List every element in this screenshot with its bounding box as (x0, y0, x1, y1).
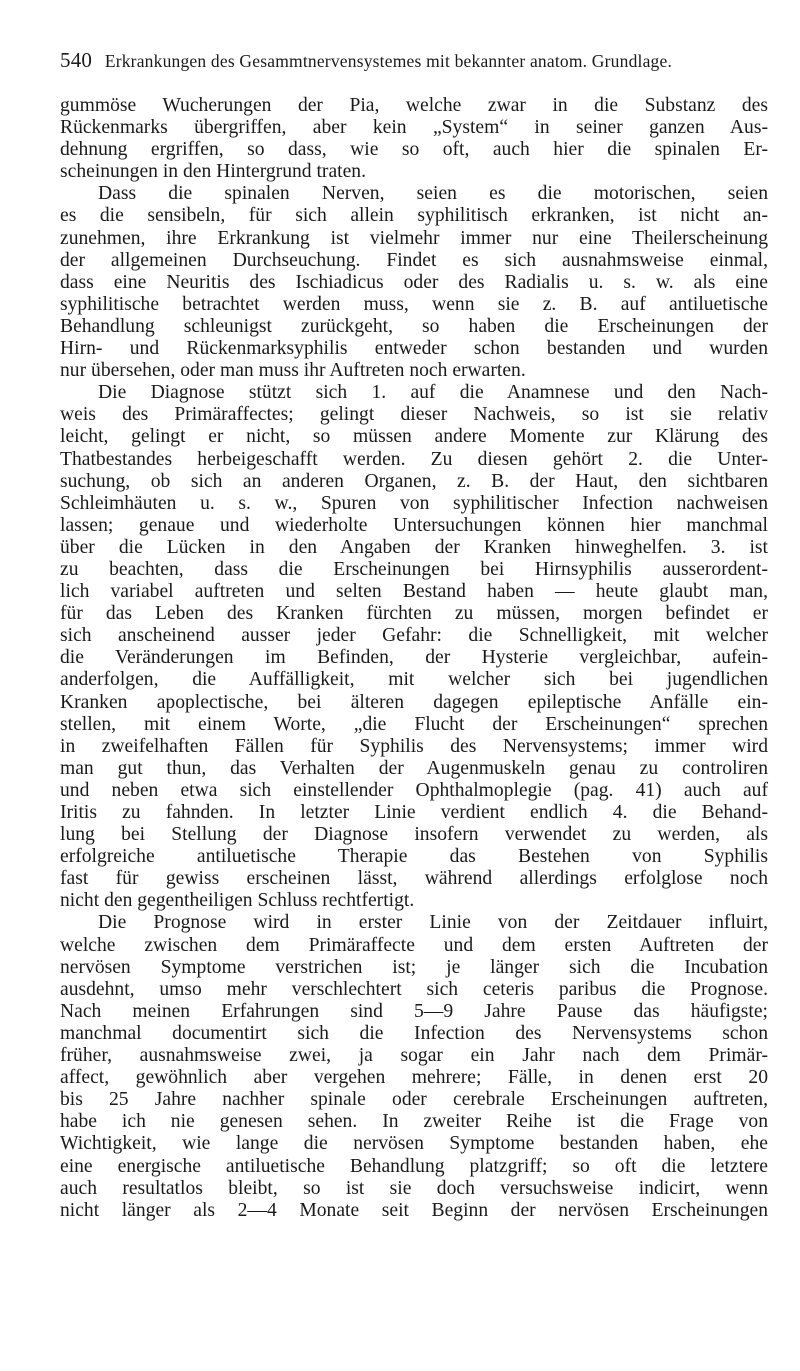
text-line: manchmal documentirt sich die Infection des Nervensystems schon (60, 1022, 768, 1044)
text-line: affect, gewöhnlich aber vergehen mehrere; Fälle, in denen erst 20 (60, 1067, 768, 1089)
paragraph-start-diagnose: Die Diagnose stützt sich 1. auf die Anamnese und den Nach- (98, 382, 768, 404)
text-line: welche zwischen dem Primäraffecte und dem ersten Auftreten der (60, 934, 768, 956)
text-line: fast für gewiss erscheinen lässt, während allerdings erfolglose noch (60, 868, 768, 890)
running-head: Erkrankungen des Gesammtnervensystemes mit bekannter anatom. Grundlage. (104, 51, 673, 71)
text-line: für das Leben des Kranken fürchten zu müssen, morgen befindet er (60, 603, 768, 625)
text-line: scheinungen in den Hintergrund traten. (60, 161, 366, 183)
text-line: anderfolgen, die Auffälligkeit, mit welcher sich bei jugendlichen (60, 669, 768, 691)
text-line: es die sensibeln, für sich allein syphilitisch erkranken, ist nicht an- (60, 205, 768, 227)
page-number: 540 (60, 48, 93, 72)
text-line: habe ich nie genesen sehen. In zweiter Reihe ist die Frage von (60, 1111, 768, 1133)
text-line: eine energische antiluetische Behandlung platzgriff; so oft die letztere (60, 1155, 768, 1177)
page-header (60, 48, 760, 78)
text-line: lich variabel auftreten und selten Bestand haben — heute glaubt man, (60, 581, 768, 603)
text-line: nicht den gegentheiligen Schluss rechtfertigt. (60, 890, 415, 912)
text-line: sich anscheinend ausser jeder Gefahr: die Schnelligkeit, mit welcher (60, 625, 768, 647)
text-line: der allgemeinen Durchseuchung. Findet es sich ausnahmsweise einmal, (60, 249, 768, 271)
text-line: Thatbestandes herbeigeschafft werden. Zu diesen gehört 2. die Unter- (60, 448, 768, 470)
body-text (60, 95, 768, 1244)
text-line: lung bei Stellung der Diagnose insofern verwendet zu werden, als (60, 824, 768, 846)
paragraph-start-spinal-nerves: Dass die spinalen Nerven, seien es die motorischen, seien (98, 183, 768, 205)
text-line: Wichtigkeit, wie lange die nervösen Symptome bestanden haben, ehe (60, 1133, 768, 1155)
text-line: zu beachten, dass die Erscheinungen bei Hirnsyphilis ausserordent- (60, 558, 768, 580)
text-line: Hirn- und Rückenmarksyphilis entweder schon bestanden und wurden (60, 338, 768, 360)
paragraph-start-prognose: Die Prognose wird in erster Linie von der Zeitdauer influirt, (98, 912, 768, 934)
text-line: erfolgreiche antiluetische Therapie das Bestehen von Syphilis (60, 846, 768, 868)
text-line: man gut thun, das Verhalten der Augenmuskeln genau zu controliren (60, 757, 768, 779)
text-line: Kranken apoplectische, bei älteren dagegen epileptische Anfälle ein- (60, 691, 768, 713)
text-line: ausdehnt, umso mehr verschlechtert sich ceteris paribus die Prognose. (60, 978, 768, 1000)
text-line: auch resultatlos bleibt, so ist sie doch versuchsweise indicirt, wenn (60, 1177, 768, 1199)
text-line: zunehmen, ihre Erkrankung ist vielmehr immer nur eine Theilerscheinung (60, 227, 768, 249)
text-line: stellen, mit einem Worte, „die Flucht der Erscheinungen“ sprechen (60, 713, 768, 735)
text-line: früher, ausnahmsweise zwei, ja sogar ein Jahr nach dem Primär- (60, 1045, 768, 1067)
text-line: gummöse Wucherungen der Pia, welche zwar in die Substanz des (60, 95, 768, 116)
text-line: nur übersehen, oder man muss ihr Auftreten noch erwarten. (60, 360, 526, 382)
text-line: dehnung ergriffen, so dass, wie so oft, auch hier die spinalen Er- (60, 139, 768, 161)
text-line: nicht länger als 2—4 Monate seit Beginn der nervösen Erscheinungen (60, 1199, 768, 1221)
text-line (60, 1222, 768, 1244)
text-line: bis 25 Jahre nachher spinale oder cerebrale Erscheinungen auftreten, (60, 1089, 768, 1111)
text-line: in zweifelhaften Fällen für Syphilis des Nervensystems; immer wird (60, 735, 768, 757)
text-line: über die Lücken in den Angaben der Kranken hinweghelfen. 3. ist (60, 536, 768, 558)
text-line: lassen; genaue und wiederholte Untersuchungen können hier manchmal (60, 514, 768, 536)
text-line: suchung, ob sich an anderen Organen, z. B. der Haut, den sichtbaren (60, 470, 768, 492)
text-line: syphilitische betrachtet werden muss, wenn sie z. B. auf antiluetische (60, 293, 768, 315)
text-line: nervösen Symptome verstrichen ist; je länger sich die Incubation (60, 956, 768, 978)
text-line: leicht, gelingt er nicht, so müssen andere Momente zur Klärung des (60, 426, 768, 448)
text-line: Rückenmarks übergriffen, aber kein „System“ in seiner ganzen Aus- (60, 117, 768, 139)
text-line: Behandlung schleunigst zurückgeht, so haben die Erscheinungen der (60, 315, 768, 337)
text-line: und neben etwa sich einstellender Ophthalmoplegie (pag. 41) auch auf (60, 779, 768, 801)
text-line: dass eine Neuritis des Ischiadicus oder des Radialis u. s. w. als eine (60, 271, 768, 293)
text-line: die Veränderungen im Befinden, der Hysterie vergleichbar, aufein- (60, 647, 768, 669)
text-line: Schleimhäuten u. s. w., Spuren von syphilitischer Infection nachweisen (60, 492, 768, 514)
text-line: Nach meinen Erfahrungen sind 5—9 Jahre Pause das häufigste; (60, 1000, 768, 1022)
text-line: weis des Primäraffectes; gelingt dieser Nachweis, so ist sie relativ (60, 404, 768, 426)
text-line: Iritis zu fahnden. In letzter Linie verdient endlich 4. die Behand- (60, 802, 768, 823)
